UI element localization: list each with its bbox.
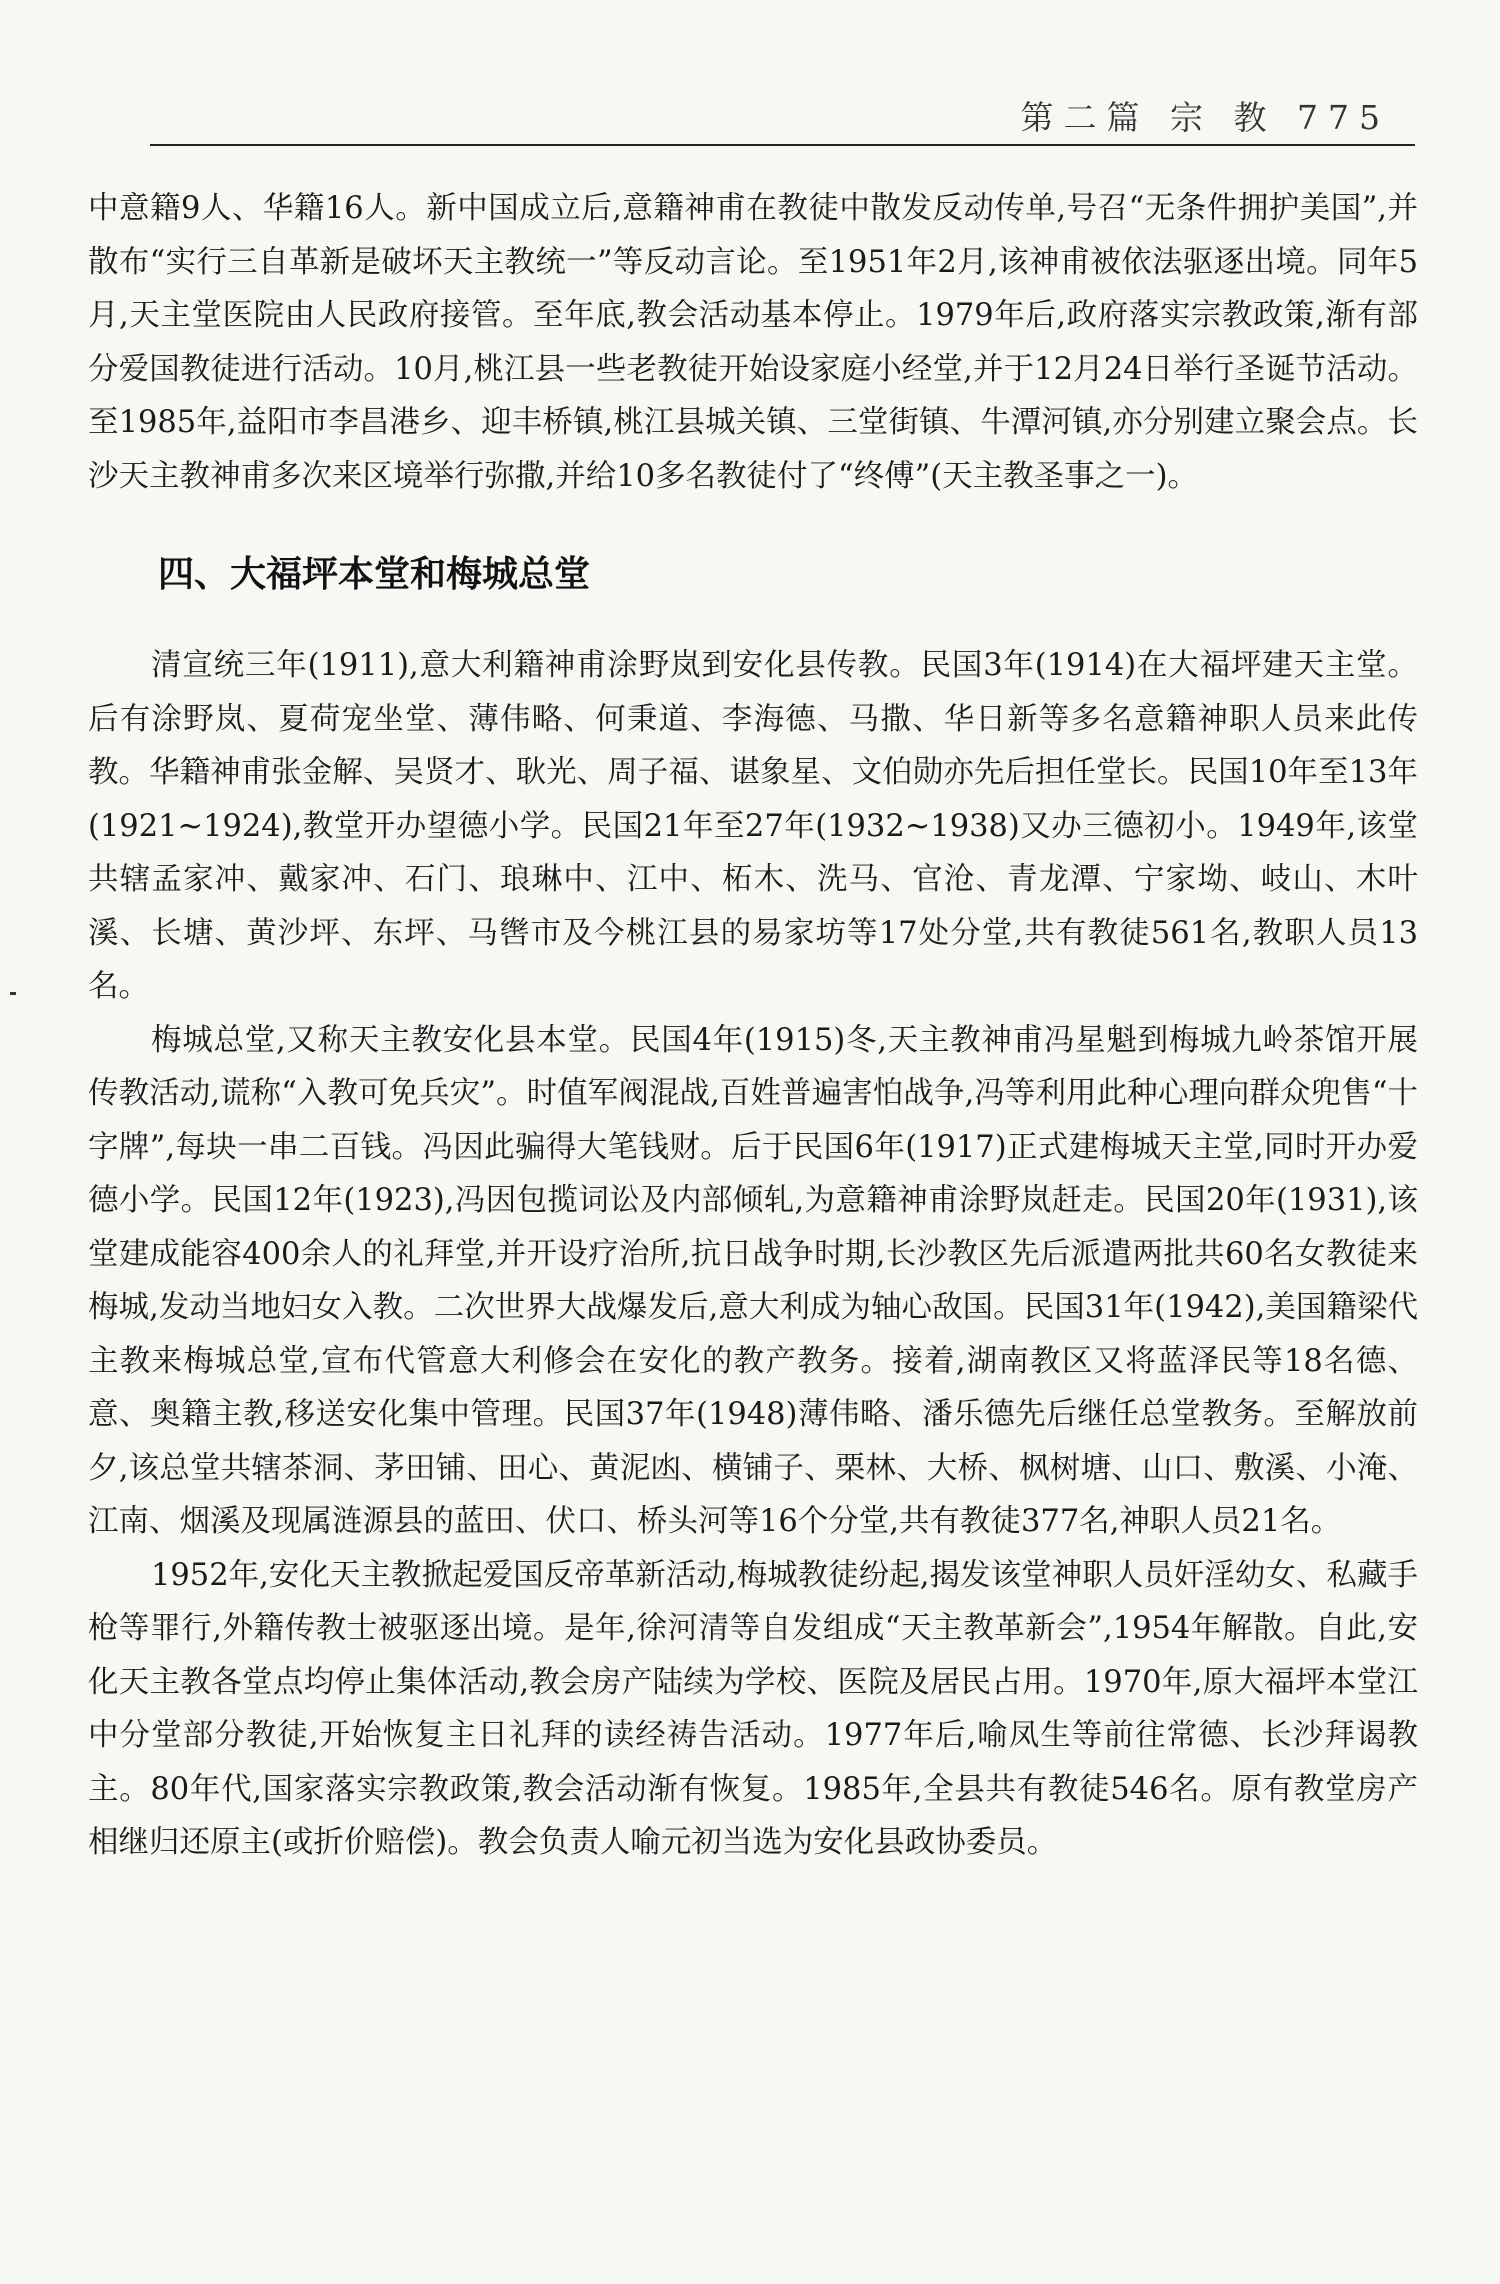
running-header: 第二篇 宗 教 775 [1020,98,1390,137]
paragraph-1952: 1952年,安化天主教掀起爱国反帝革新活动,梅城教徒纷起,揭发该堂神职人员奸淫幼女、私藏手枪等罪行,外籍传教士被驱逐出境。是年,徐河清等自发组成“天主教革新会”,1954年解散。自此,安化天主教各堂点均停止集体活动,教会房产陆续为学校、医院及居民占用。1970年,原大福坪本堂江中分堂部分教徒,开始恢复主日礼拜的读经祷告活动。1977年后,喻凤生等前往常德、长沙拜谒教主。80年代,国家落实宗教政策,教会活动渐有恢复。1985年,全县共有教徒546名。原有教堂房产相继归还原主(或折价赔偿)。教会负责人喻元初当选为安化县政协委员。 [88,1557,1418,1860]
body-text [88,182,1418,1870]
scan-mark [10,992,16,995]
header-rule [150,144,1415,146]
section-heading: 四、大福坪本堂和梅城总堂 [158,554,591,595]
paragraph-dafuping: 清宣统三年(1911),意大利籍神甫涂野岚到安化县传教。民国3年(1914)在大福坪建天主堂。后有涂野岚、夏荷宠坐堂、薄伟略、何秉道、李海德、马撒、华日新等多名意籍神职人员来此传教。华籍神甫张金解、吴贤才、耿光、周子福、谌象星、文伯勋亦先后担任堂长。民国10年至13年(1921~1924),教堂开办望德小学。民国21年至27年(1932~1938)又办三德初小。1949年,该堂共辖孟家冲、戴家冲、石门、琅琳中、江中、柘木、洗马、官沧、青龙潭、宁家坳、岐山、木叶溪、长塘、黄沙坪、东坪、马辔市及今桃江县的易家坊等17处分堂,共有教徒561名,教职人员13名。 [88,648,1418,1004]
paragraph-continuation: 中意籍9人、华籍16人。新中国成立后,意籍神甫在教徒中散发反动传单,号召“无条件拥护美国”,并散布“实行三自革新是破坏天主教统一”等反动言论。至1951年2月,该神甫被依法驱逐出境。同年5月,天主堂医院由人民政府接管。至年底,教会活动基本停止。1979年后,政府落实宗教政策,渐有部分爱国教徒进行活动。10月,桃江县一些老教徒开始设家庭小经堂,并于12月24日举行圣诞节活动。至1985年,益阳市李昌港乡、迎丰桥镇,桃江县城关镇、三堂街镇、牛潭河镇,亦分别建立聚会点。长沙天主教神甫多次来区境举行弥撒,并给10多名教徒付了“终傅”(天主教圣事之一)。 [88,191,1418,494]
paragraph-meicheng: 梅城总堂,又称天主教安化县本堂。民国4年(1915)冬,天主教神甫冯星魁到梅城九岭茶馆开展传教活动,谎称“入教可免兵灾”。时值军阀混战,百姓普遍害怕战争,冯等利用此种心理向群众兜售“十字牌”,每块一串二百钱。冯因此骗得大笔钱财。后于民国6年(1917)正式建梅城天主堂,同时开办爱德小学。民国12年(1923),冯因包揽词讼及内部倾轧,为意籍神甫涂野岚赶走。民国20年(1931),该堂建成能容400余人的礼拜堂,并开设疗治所,抗日战争时期,长沙教区先后派遣两批共60名女教徒来梅城,发动当地妇女入教。二次世界大战爆发后,意大利成为轴心敌国。民国31年(1942),美国籍梁代主教来梅城总堂,宣布代管意大利修会在安化的教产教务。接着,湖南教区又将蓝泽民等18名德、意、奥籍主教,移送安化集中管理。民国37年(1948)薄伟略、潘乐德先后继任总堂教务。至解放前夕,该总堂共辖茶洞、茅田铺、田心、黄泥凼、横铺子、栗林、大桥、枫树塘、山口、敷溪、小淹、江南、烟溪及现属涟源县的蓝田、伏口、桥头河等16个分堂,共有教徒377名,神职人员21名。 [88,1022,1418,1539]
